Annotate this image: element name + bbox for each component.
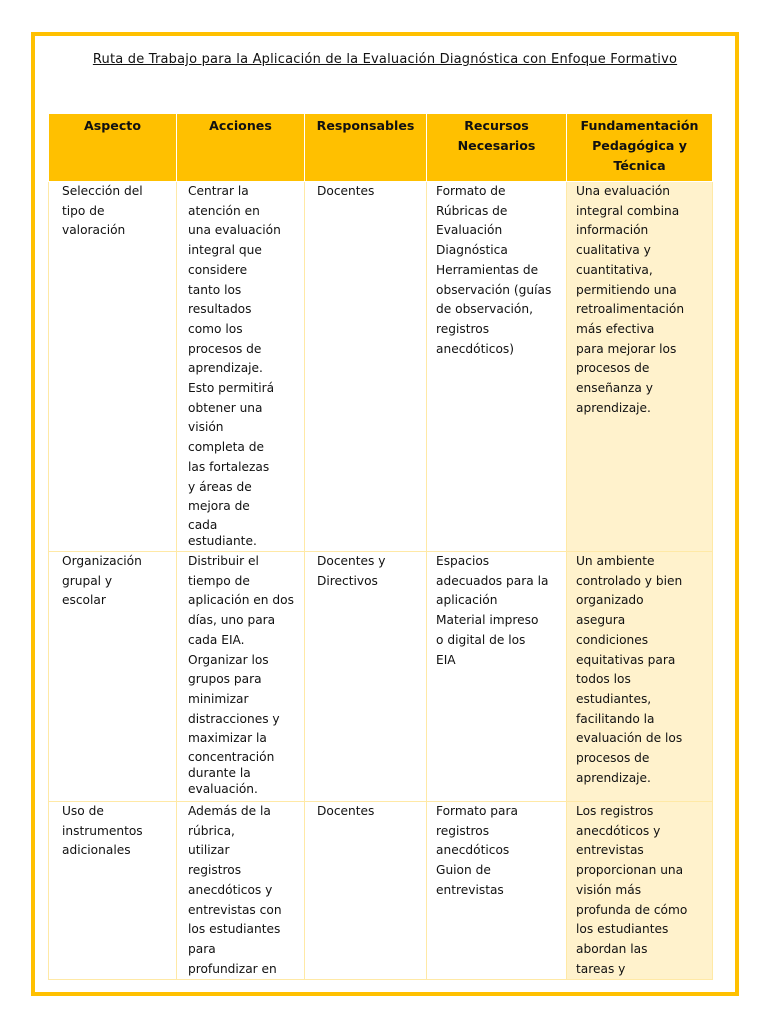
- cell-line: permitiendo una: [576, 282, 677, 297]
- cell-line: profunda de cómo: [576, 902, 688, 917]
- cell-line: registros: [436, 321, 490, 336]
- cell-line: anecdóticos y: [188, 882, 273, 897]
- cell-line: facilitando la: [576, 711, 655, 726]
- cell-line: enseñanza y: [576, 381, 653, 396]
- cell-line: tareas y: [576, 961, 626, 976]
- cell-line: aprendizaje.: [188, 361, 263, 376]
- cell-line: información: [576, 223, 649, 238]
- cell-line: como los: [188, 321, 243, 336]
- header-acciones: Acciones: [177, 114, 305, 182]
- cell-line: Evaluación: [436, 223, 503, 238]
- cell-line: Un ambiente: [576, 554, 655, 568]
- cell-line: Herramientas de: [436, 262, 539, 277]
- cell-line: Selección del: [62, 184, 143, 198]
- cell-line: proporcionan una: [576, 863, 684, 878]
- cell-line: los estudiantes: [188, 922, 281, 937]
- cell-line: más efectiva: [576, 321, 655, 336]
- cell-line: entrevistas: [576, 843, 644, 858]
- cell-line: los estudiantes: [576, 922, 669, 937]
- cell-line: Directivos: [317, 573, 378, 588]
- cell-line: controlado y bien: [576, 573, 683, 588]
- cell-line: concentración: [188, 750, 275, 765]
- cell-line: Organización: [62, 554, 142, 568]
- header-recursos: Recursos Necesarios: [427, 114, 567, 182]
- cell-line: aprendizaje.: [576, 770, 651, 785]
- cell-line: Formato de: [436, 184, 506, 198]
- cell-line: aplicación en dos: [188, 593, 294, 608]
- cell-line: profundizar en: [188, 961, 277, 976]
- cell-line: de observación,: [436, 302, 533, 317]
- cell-line: Diagnóstica: [436, 243, 508, 258]
- cell-line: todos los: [576, 672, 631, 687]
- cell-line: entrevistas: [436, 882, 504, 897]
- header-fundamentacion: Fundamentación Pedagógica y Técnica: [567, 114, 713, 182]
- cell-line: cuantitativa,: [576, 262, 653, 277]
- cell-line: anecdóticos: [436, 843, 510, 858]
- cell-line: Además de la: [188, 804, 271, 818]
- cell-line: asegura: [576, 613, 626, 628]
- cell-line: atención en: [188, 203, 260, 218]
- cell-line: grupos para: [188, 672, 262, 687]
- cell-line: Rúbricas de: [436, 203, 508, 218]
- cell-line: procesos de: [576, 751, 650, 766]
- cell-line: evaluación de los: [576, 731, 683, 746]
- cell-line: tiempo de: [188, 573, 250, 588]
- cell-line: procesos de: [188, 341, 262, 356]
- cell-recursos: [427, 802, 567, 980]
- cell-line: estudiante.: [188, 533, 257, 548]
- cell-line: anecdóticos): [436, 341, 515, 356]
- cell-line: adicionales: [62, 843, 131, 858]
- cell-responsables: [305, 182, 427, 552]
- cell-acciones: [177, 182, 305, 552]
- cell-line: para: [188, 941, 216, 956]
- cell-line: escolar: [62, 593, 106, 608]
- cell-line: obtener una: [188, 400, 263, 415]
- cell-fundamentacion: [567, 182, 713, 552]
- cell-line: maximizar la: [188, 731, 267, 746]
- cell-line: considere: [188, 262, 248, 277]
- cell-line: registros: [436, 823, 490, 838]
- cell-acciones: [177, 552, 305, 802]
- document-frame: [31, 32, 739, 996]
- cell-line: durante la: [188, 766, 251, 781]
- cell-responsables: [305, 802, 427, 980]
- cell-fundamentacion: [567, 552, 713, 802]
- cell-line: equitativas para: [576, 652, 676, 667]
- cell-line: minimizar: [188, 691, 249, 706]
- cell-line: instrumentos: [62, 823, 143, 838]
- cell-line: Centrar la: [188, 184, 249, 198]
- cell-line: resultados: [188, 302, 252, 317]
- cell-aspecto: [49, 182, 177, 552]
- cell-line: cada: [188, 517, 218, 532]
- cell-line: Docentes y: [317, 554, 386, 568]
- cell-line: observación (guías: [436, 282, 552, 297]
- cell-line: Una evaluación: [576, 184, 671, 198]
- cell-line: Esto permitirá: [188, 381, 275, 396]
- cell-recursos: [427, 552, 567, 802]
- cell-line: adecuados para la: [436, 573, 549, 588]
- table-row: [49, 552, 713, 802]
- cell-line: completa de: [188, 440, 265, 455]
- table-header-row: [49, 114, 713, 182]
- cell-line: Uso de: [62, 804, 104, 818]
- cell-line: tipo de: [62, 203, 105, 218]
- header-responsables: Responsables: [305, 114, 427, 182]
- cell-recursos: [427, 182, 567, 552]
- cell-line: registros: [188, 863, 242, 878]
- cell-line: Docentes: [317, 804, 375, 818]
- cell-line: aplicación: [436, 593, 498, 608]
- cell-aspecto: [49, 802, 177, 980]
- cell-line: valoración: [62, 223, 126, 238]
- cell-line: integral combina: [576, 203, 680, 218]
- cell-line: estudiantes,: [576, 691, 652, 706]
- cell-line: utilizar: [188, 843, 230, 858]
- cell-line: distracciones y: [188, 711, 280, 726]
- cell-line: rúbrica,: [188, 823, 235, 838]
- cell-line: abordan las: [576, 941, 648, 956]
- work-route-table: [48, 113, 713, 980]
- cell-line: para mejorar los: [576, 341, 677, 356]
- cell-line: una evaluación: [188, 223, 281, 238]
- cell-line: EIA: [436, 652, 456, 667]
- cell-line: evaluación.: [188, 782, 258, 797]
- cell-line: procesos de: [576, 361, 650, 376]
- cell-fundamentacion: [567, 802, 713, 980]
- cell-line: aprendizaje.: [576, 400, 651, 415]
- table-row: [49, 182, 713, 552]
- cell-line: Docentes: [317, 184, 375, 198]
- cell-line: Guion de: [436, 863, 491, 878]
- cell-line: cualitativa y: [576, 243, 651, 258]
- cell-line: y áreas de: [188, 479, 252, 494]
- table-row: [49, 802, 713, 980]
- cell-line: visión: [188, 420, 224, 435]
- cell-aspecto: [49, 552, 177, 802]
- document-title: Ruta de Trabajo para la Aplicación de la Evaluación Diagnóstica con Enfoque Formativo: [92, 52, 678, 67]
- cell-acciones: [177, 802, 305, 980]
- cell-line: retroalimentación: [576, 302, 685, 317]
- cell-line: Formato para: [436, 804, 518, 818]
- cell-line: Organizar los: [188, 652, 269, 667]
- cell-line: días, uno para: [188, 613, 276, 628]
- cell-line: grupal y: [62, 573, 113, 588]
- cell-line: visión más: [576, 882, 642, 897]
- cell-line: organizado: [576, 593, 644, 608]
- cell-line: Distribuir el: [188, 554, 259, 568]
- header-aspecto: Aspecto: [49, 114, 177, 182]
- cell-line: las fortalezas: [188, 459, 270, 474]
- cell-line: Los registros: [576, 804, 654, 818]
- cell-line: Espacios: [436, 554, 490, 568]
- cell-line: anecdóticos y: [576, 823, 661, 838]
- cell-line: integral que: [188, 243, 262, 258]
- cell-line: condiciones: [576, 632, 649, 647]
- cell-line: Material impreso: [436, 613, 539, 628]
- cell-responsables: [305, 552, 427, 802]
- cell-line: entrevistas con: [188, 902, 282, 917]
- cell-line: mejora de: [188, 499, 250, 514]
- cell-line: tanto los: [188, 282, 242, 297]
- cell-line: o digital de los: [436, 632, 526, 647]
- cell-line: cada EIA.: [188, 632, 245, 647]
